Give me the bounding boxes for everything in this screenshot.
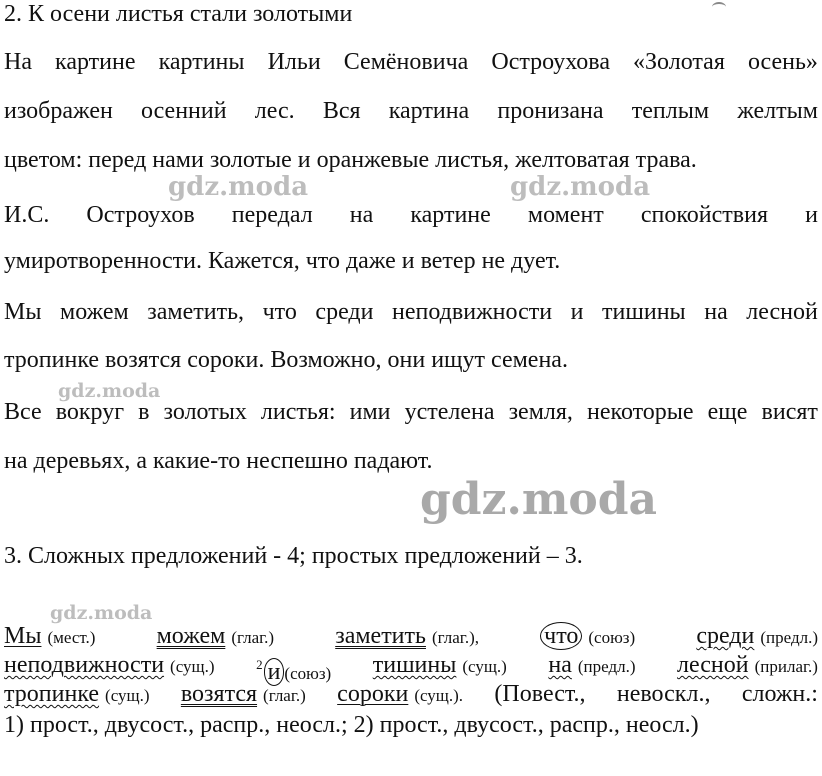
word: на <box>704 299 728 325</box>
analysis-item: возятся (глаг.) <box>180 681 306 707</box>
para3-line2: тропинке возятся сороки. Возможно, они ищут семена. <box>4 347 568 373</box>
word: и <box>570 299 584 325</box>
analysis-item: Мы (мест.) <box>4 623 96 649</box>
watermark: gdz.moda <box>58 380 161 402</box>
analysis-item: среди (предл.) <box>696 623 818 649</box>
word: золотых <box>163 399 247 425</box>
para4-line1 <box>4 398 818 426</box>
para1-line2 <box>4 97 818 125</box>
word: изображен <box>4 98 113 124</box>
word: На <box>4 49 32 75</box>
word: пронизана <box>497 98 604 124</box>
word: на <box>349 202 374 228</box>
word: картина <box>388 98 470 124</box>
analysis-item: неподвижности (сущ.) <box>4 652 215 678</box>
analysis-word: невоскл., <box>616 681 711 707</box>
word: ими <box>349 399 391 425</box>
word: тишины <box>602 299 686 325</box>
para3-line1 <box>4 298 818 326</box>
word: вокруг <box>55 399 125 425</box>
word: среди <box>315 299 374 325</box>
analysis-item: лесной (прилаг.) <box>677 652 818 678</box>
word: желтым <box>737 98 818 124</box>
analysis-item: сороки (сущ.). <box>337 681 464 707</box>
word: земля, <box>508 399 573 425</box>
analysis-item: тропинке (сущ.) <box>4 681 150 707</box>
analysis-item: на (предл.) <box>548 652 636 678</box>
word: некоторые <box>587 399 694 425</box>
para2-line1 <box>4 201 818 229</box>
watermark: gdz.moda <box>420 474 658 525</box>
analysis-item: $^2$ и (союз) <box>256 657 332 685</box>
word: осень» <box>747 49 818 75</box>
word: Семёновича <box>343 49 469 75</box>
word: «Золотая <box>633 49 725 75</box>
word: можем <box>60 299 129 325</box>
word: момент <box>527 202 604 228</box>
word: спокойствия <box>640 202 768 228</box>
analysis-word: сложн.: <box>741 681 818 707</box>
word: Ильи <box>267 49 321 75</box>
word: Остроухов <box>86 202 195 228</box>
word: заметить, <box>147 299 245 325</box>
corner-mark <box>712 2 726 12</box>
word: осенний <box>141 98 227 124</box>
word: висят <box>761 399 818 425</box>
word: картине <box>410 202 491 228</box>
watermark: gdz.moda <box>510 172 651 202</box>
word: Остроухова <box>491 49 610 75</box>
para2-line2: умиротворенности. Кажется, что даже и ветер не дует. <box>4 248 561 274</box>
word: картины <box>158 49 245 75</box>
analysis-item: можем (глаг.) <box>156 623 275 649</box>
word: неподвижности <box>392 299 553 325</box>
word: И.С. <box>4 202 50 228</box>
analysis-row3 <box>4 680 818 710</box>
word: лес. <box>254 98 295 124</box>
para1-line3: цветом: перед нами золотые и оранжевые листья, желтоватая трава. <box>4 147 697 173</box>
analysis-item: что (союз) <box>540 622 635 652</box>
word: передал <box>231 202 313 228</box>
para4-line2: на деревьях, а какие-то неспешно падают. <box>4 448 433 474</box>
analysis-word: (Повест., <box>494 681 586 707</box>
word: Все <box>4 399 42 425</box>
word: лесной <box>746 299 818 325</box>
word: теплым <box>631 98 710 124</box>
analysis-item: заметить (глаг.), <box>335 623 479 649</box>
word: в <box>138 399 150 425</box>
section3-heading: 3. Сложных предложений - 4; простых предложений – 3. <box>4 543 583 569</box>
word: и <box>805 202 818 228</box>
word: устелена <box>404 399 495 425</box>
watermark: gdz.moda <box>50 602 153 624</box>
para1-line1 <box>4 48 818 76</box>
analysis-row4: 1) прост., двусост., распр., неосл.; 2) прост., двусост., распр., неосл.) <box>4 712 699 738</box>
watermark: gdz.moda <box>168 172 309 202</box>
analysis-row1 <box>4 622 818 652</box>
word: Мы <box>4 299 42 325</box>
section2-heading: 2. К осени листья стали золотыми <box>4 1 353 27</box>
word: еще <box>707 399 748 425</box>
word: что <box>262 299 297 325</box>
word: Вся <box>322 98 361 124</box>
analysis-item: тишины (сущ.) <box>372 652 507 678</box>
word: листья: <box>260 399 336 425</box>
word: картине <box>55 49 136 75</box>
